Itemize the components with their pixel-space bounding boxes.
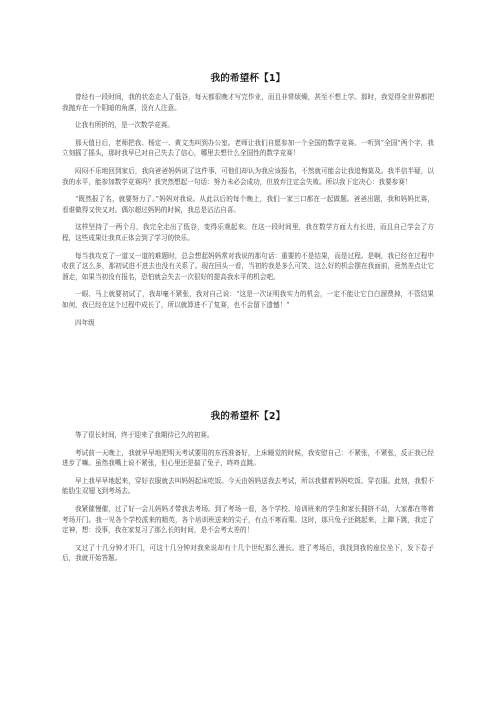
essay-2-paragraph: 早上我早早地起来，穿好衣服就去叫妈妈起床吃饭。今天由妈妈送我去考试，所以我催着妈妈吃饭、穿衣服。此刻，我恨不能肋生双翅飞到考场去。 xyxy=(62,476,434,496)
essay-1-title: 我的希望杯【1】 xyxy=(210,73,286,84)
essay-2-paragraph: 我紧催慢催，过了好一会儿妈妈才带我去考场。到了考场一看，各个学校、培训班来的学生和家长拥挤不动，大家都在等着考场开门。我一见各个学校派来的精英，各个培训班送来的尖子，有点不寒而栗。这时，那只兔子还跳起来，上蹿下跳，我定了定神，想：没事，我在家复习了那么长的时间，是不会考太差的！ xyxy=(62,504,434,535)
essay-1-paragraph: 一眼、马上就要初试了，我却毫不紧张，我对自己说：“这是一次证明我实力的机会，一定不能让它白白溜费掉，不管结果如何，我已经在这个过程中成长了，所以就算进不了复赛，也不会留下遗憾！” xyxy=(62,290,434,309)
essay-1-paragraph: 那天值日后，老师把我、杨定一、黄文杰叫到办公室。老师让我们自愿参加一个全国的数学竞赛。一听到“全国”两个字，我立刻摇了摇头，那时我早已对自己失去了信心，哪里去想什么全国性的数学竞赛！ xyxy=(62,138,434,158)
essay-2-paragraph: 考试前一天晚上，我就早早地把明天考试要用的东西准备好，上床睡觉的时候，我安慰自己：不紧张，不紧张，反正我已经进步了嘛。虽然我嘴上说不紧张，但心里还是揣了兔子，咚咚直跳。 xyxy=(62,448,434,468)
essay-1-paragraph: 曾经有一段时间，我的状态走入了低谷，每天都很晚才写完作业，而且非常烦燥，甚至不想上学。那时，我觉得全世界都把我抛弃在一个阴暗的角落，没有人注意。 xyxy=(62,93,434,112)
essay-2-paragraph: 又过了十几分钟才开门，可这十几分钟对我来说却有十几个世纪那么漫长。进了考场后，我找到我的座位坐下，发下卷子后，我就开始答题。 xyxy=(62,543,434,563)
essay-1-grade: 四年级 xyxy=(75,318,95,327)
essay-2-title: 我的希望杯【2】 xyxy=(210,411,286,422)
essay-2 xyxy=(62,408,434,571)
essay-1-paragraph: 让我有所折的，是一次数学竞赛。 xyxy=(75,121,174,130)
essay-1-paragraph: 闷闷不乐地回到家后，我向爸爸妈妈说了这件事，可他们却认为我应该报名，不然就可能会让我追悔莫及。我半信半疑，以我的水平，能参加数学竞赛吗？我突然想起一句话：努力未必会成功，但放弃注定会失败。所以我下定决心：我要参赛！ xyxy=(62,166,434,186)
essay-1 xyxy=(62,70,434,328)
essay-1-paragraph: “既然报了名，就要努力了。”妈妈对我说。从此以后的每个晚上，我们一家三口都在一起做题。爸爸出题，我和妈妈比赛，看谁做得又快又对。偶尔超过妈妈的时候，我总是沾沾自喜。 xyxy=(62,195,434,214)
essay-2-paragraph: 等了很长时间，终于迎来了我期待已久的初赛。 xyxy=(75,431,214,439)
essay-1-paragraph: 每当我攻克了一道又一道的难题时，总会想起妈妈常对我说的那句话：重要的不是结果，而是过程。是啊，我已经在过程中收获了这么多，那初试进不进去也没有关系了。现在回头一看，当初的我是多么可笑，这么好的机会摆在我面前，竟然差点让它溜走，如果当初没有报名，恐怕就会失去一次很好的提高我水平的机会吧。 xyxy=(62,251,434,281)
essay-1-paragraph: 这样坚持了一两个月，我完全走出了低谷，变得乐观起来。在这一段时间里，我在数学方面大有长进，而且自己学会了方程，这些成果让我真正体会到了学习的快乐。 xyxy=(62,223,434,242)
